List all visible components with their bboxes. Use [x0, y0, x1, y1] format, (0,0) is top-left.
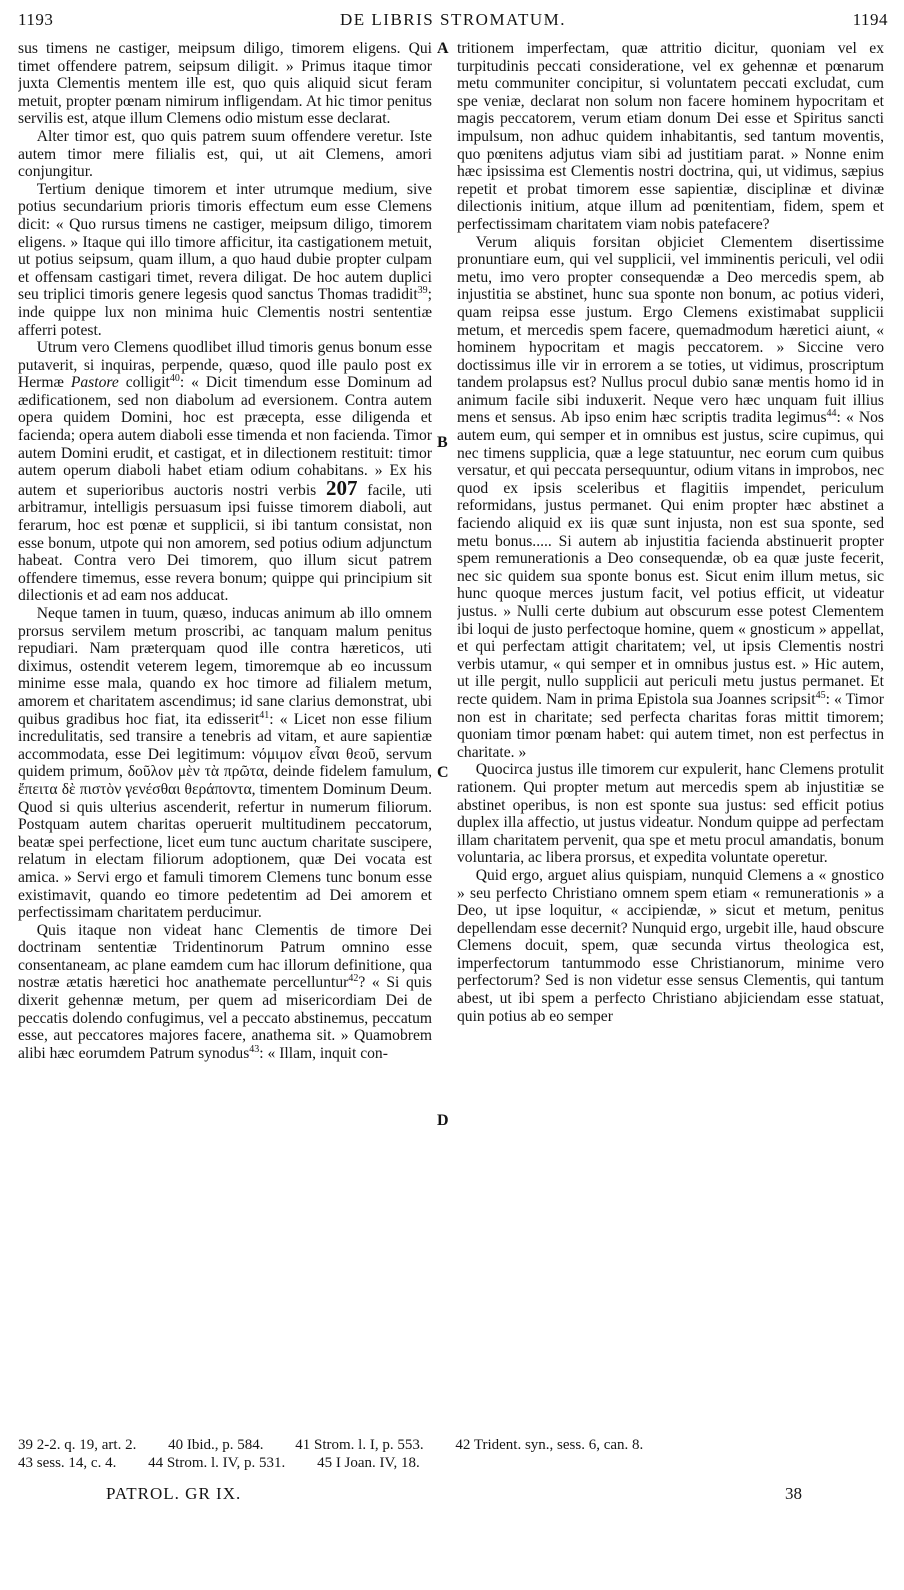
- paragraph: Neque tamen in tuum, quæso, inducas animum ab illo omnem prorsus servilem metum proscribi, ac tanquam malum penitus repudiari. Nam præterquam quod ille contra hæreticos, uti diximus, ostendit veterem legem, timoremque ab eo incussum minime esse mala, quando ex hoc timore ad filialem metum, amorem et charitatem ascendimus; id sane clarius demonstrat, ubi quibus gradibus hoc fiat, ita edisserit$^{41}$: « Licet non esse filium incredulitatis, sed transire a tenebris ad vitam, et aure sapientiæ accommodata, esse Dei legitimum: νόμιμον εἶναι θεοῦ, servum quidem primum, δοῦλον μὲν τὰ πρῶτα, deinde fidelem famulum, ἔπειτα δὲ πιστὸν γενέσθαι θεράποντα, timentem Dominum Deum. Quod si quis ulterius ascenderit, refertur in numerum filiorum. Postquam autem charitas operuerit multitudinem peccatorum, beatæ spei perfectione, licet eum tunc auctum charitate suscipere, relatum in electam filiorum adoptionem, quæ Dei vocata est amica. » Servi ergo et famuli timorem Clemens tunc bonum esse existimavit, quando eo timore pedetentim ad Dei amorem et perfectissimam charitatem perducimur.: [18, 605, 432, 922]
- footnote: 45 I Joan. IV, 18.: [317, 1455, 420, 1471]
- footnotes: [18, 1436, 888, 1472]
- footnote-ref[interactable]: 40: [169, 373, 180, 385]
- signature-number: 38: [785, 1484, 802, 1503]
- footnote: 42 Trident. syn., sess. 6, can. 8.: [455, 1437, 644, 1453]
- paragraph: tritionem imperfectam, quæ attritio dicitur, quoniam vel ex turpitudinis peccati consideratione, vel ex gehennæ et pœnarum metu communiter concipitur, si voluntatem peccati excludat, cum spe veniæ, declarat non solum non facere hominem hypocritam et magis peccatorem, verum etiam donum Dei esse et Spiritus sancti impulsum, non adhuc quidem inhabitantis, sed tantum moventis, quo pœnitens adjutus viam sibi ad justitiam parat. » Nonne enim hæc ipsissima est Clementis nostri doctrina, qui, ut vidimus, sæpius repetit et probat timorem esse sapientiæ, disciplinæ et divinæ dilectionis initium, atque illum ad pœnitentiam, fidem, spem et perfectissimam charitatem viam nobis patefacere?: [457, 40, 884, 233]
- paragraph: Quid ergo, arguet alius quispiam, nunquid Clemens a « gnostico » seu perfecto Christiano omnem spem etiam « remunerationis » a Deo, ut ipse loquitur, « accipiendæ, » sicut et metum, penitus depellendam esse decernit? Nunquid ergo, urgebit ille, haud obscure Clemens docuit, spem, quæ secunda virtus theologica est, imperfectorum tantummodo esse Christianorum, minime vero perfectorum? Sed is non videtur esse sensus Clementis, qui tantum abest, ut ibi spem a perfecto Christiano abjiciendam esse statuat, quin potius ab eo semper: [457, 866, 884, 1025]
- footnote: 44 Strom. l. IV, p. 531.: [148, 1455, 286, 1471]
- italic-title: Pastore: [70, 374, 119, 392]
- paragraph: Quocirca justus ille timorem cur expulerit, hanc Clemens protulit rationem. Qui propter metum aut mercedis spem ab injustitiæ se abstinet operibus, is non est sponte sua justus: sed efficit potius duplex illa affectio, ut justus videatur. Nondum quippe ad perfectam illam charitatem pervenit, qua spe et metu procul amandatis, bonum voluntaria, ac libera prorsus, et expedita voluntate operetur.: [457, 761, 884, 867]
- section-marker-b: B: [437, 434, 448, 451]
- page-number-inline: 207: [326, 475, 358, 500]
- paragraph: sus timens ne castiger, meipsum diligo, timorem eligens. Qui timet offendere patrem, seipsum diligit. » Primus itaque timor juxta Clementis mentem ille est, quo quis aliquid sicut feram metuit, propter pœnam nimirum infligendam. At hic timor penitus servilis est, atque illum Clemens odio mistum esse declarat.: [18, 40, 432, 128]
- paragraph: Verum aliquis forsitan objiciet Clementem disertissime pronuntiare eum, qui vel supplicii, vel imminentis periculi, vel odii metu, imo vero propter consequendæ a Deo mercedis spem, ab injustitia se abstinet, hunc sua sponte non bonum, ac potius videri, quam reipsa esse justum. Ergo Clemens existimabat supplicii metum, et mercedis spem facere, quemadmodum hæretici aiunt, « hominem hypocritam et magis peccatorem. » Siccine vero doctissimus ille vir in errorem a se toties, ut vidimus, proscriptum tandem prolapsus est? Nullus procul dubio sanæ mentis homo id in animum facile sibi induxerit. Neque vero hæc unquam fuit illius mens et sensus. Ab ipso enim hæc scriptis tradita legimus$^{44}$: « Nos autem eum, qui semper et in omnibus est justus, scire cupimus, qui nec timens supplicia, quæ a lege statuuntur, nec eorum cum quibus versatur, et qui peccata persequuntur, odium vitans in improbos, nec quod ex ipsis sceleribus et flagitiis impendet, periculum reformidans, justus permanet. Qui enim propter hæc abstinet a faciendo aliquid ex iis quæ sunt injusta, non est sua sponte, sed metu bonus..... Si autem ab injustitia facienda abstinuerit propter spem remunerationis a Deo consequendæ, ob ea quæ juste fecerit, nec sic quidem sua sponte bonus est. Sicut enim illum metus, sic hunc quoque merces justum facit, vel potius efficit, ut videatur justus. » Nulli certe dubium aut obscurum esse potest Clementem ibi loqui de justo perfectoque homine, quem « gnosticum » appellat, et qui perfectam attigit charitatem; vel, ut ipsis Clementis nostri verbis utamur, « qui semper et in omnibus justus est. » Hic autem, ut ille pergit, nullo supplicii aut periculi metu justus permanet. Et recte quidem. Nam in prima Epistola sua Joannes scripsit$^{45}$: « Timor non est in charitate; sed perfecta charitas foras mittit timorem; quoniam timor pœnam habet: qui autem timet, non est perfectus in charitate. »: [457, 233, 884, 761]
- paragraph: Tertium denique timorem et inter utrumque medium, sive potius secundarium prioris timoris effectum eum esse Clemens dicit: « Quo rursus timens ne castiger, meipsum diligo, timorem eligens. » Itaque qui illo timore afficitur, ita castigationem metuit, ut potius seipsum, quam illum, a quo haud dubie propter culpam et offensam castigari timet, revera diligat. De hoc autem duplici seu triplici timoris genere legesis quod sanctus Thomas tradidit$^{39}$; inde quippe lux non minima huic Clementis nostri sententiæ afferri potest.: [18, 180, 432, 339]
- footnote: 39 2-2. q. 19, art. 2.: [18, 1437, 137, 1453]
- footnote-ref[interactable]: 39: [417, 285, 428, 297]
- column-number-right: 1194: [852, 10, 888, 29]
- paragraph: Alter timor est, quo quis patrem suum offendere veretur. Iste autem timor mere filialis est, qui, ut ait Clemens, amori conjungitur.: [18, 127, 432, 181]
- volume-label: PATROL. GR IX.: [106, 1484, 242, 1503]
- running-title: DE LIBRIS STROMATUM.: [340, 10, 566, 29]
- section-marker-a: A: [437, 40, 449, 57]
- footnote-line: [18, 1454, 888, 1472]
- footnote-ref[interactable]: 43: [249, 1043, 260, 1055]
- footnote-ref[interactable]: 42: [348, 973, 359, 985]
- footnote-line: [18, 1436, 888, 1454]
- page-header: [18, 10, 888, 36]
- section-marker-d: D: [437, 1112, 449, 1129]
- paragraph: Utrum vero Clemens quodlibet illud timoris genus bonum esse putaverit, si inquiras, perpende, quæso, quod ille paulo post ex Hermæ Pastore colligit$^{40}$: « Dicit timendum esse Dominum ad ædificationem, sed non diabolum ad eversionem. Contra autem opera quidem Domini, hoc est præcepta, esse diligenda et facienda; opera autem diaboli esse timenda et non facienda. Timor autem Domini erudit, et castigat, et in dilectionem restituit: timor autem operum diaboli habet etiam odium cohabitans. » Ex his autem et superioribus auctoris nostri verbis 207 facile, uti arbitramur, intelligis persuasum ipsi fuisse timorem diaboli, aut ferarum, hoc est pœnæ et supplicii, si ibi tantum consistat, non esse bonum, utpote qui non amorem, sed potius odium adjunctum habeat. Contra vero Dei timorem, quo illum sicut patrem offendere timemus, esse revera bonum; quippe qui principium sit dilectionis et ad eam nos adducat.: [18, 339, 432, 605]
- footnote-ref[interactable]: 45: [815, 689, 826, 701]
- right-column: [457, 40, 884, 1420]
- footnote: 40 Ibid., p. 584.: [168, 1437, 264, 1453]
- column-number-left: 1193: [18, 10, 54, 29]
- footnote-ref[interactable]: 44: [826, 408, 837, 420]
- page-footer: [18, 1484, 888, 1508]
- paragraph: Quis itaque non videat hanc Clementis de timore Dei doctrinam sententiæ Tridentinorum Patrum omnino esse consentaneam, ac plane eamdem cum hac illorum definitione, qua nostræ ætatis hæretici hoc anathemate percelluntur$^{42}$? « Si quis dixerit gehennæ metum, per quem ad misericordiam Dei de peccatis dolendo confugimus, vel a peccato abstinemus, peccatum esse, aut peccatores majores facere, anathema sit. » Quamobrem alibi hæc eorumdem Patrum synodus$^{43}$: « Illam, inquit con-: [18, 921, 432, 1062]
- footnote: 41 Strom. l. I, p. 553.: [295, 1437, 424, 1453]
- left-column: [18, 40, 432, 1420]
- footnote: 43 sess. 14, c. 4.: [18, 1455, 117, 1471]
- section-marker-c: C: [437, 764, 449, 781]
- footnote-ref[interactable]: 41: [259, 709, 270, 721]
